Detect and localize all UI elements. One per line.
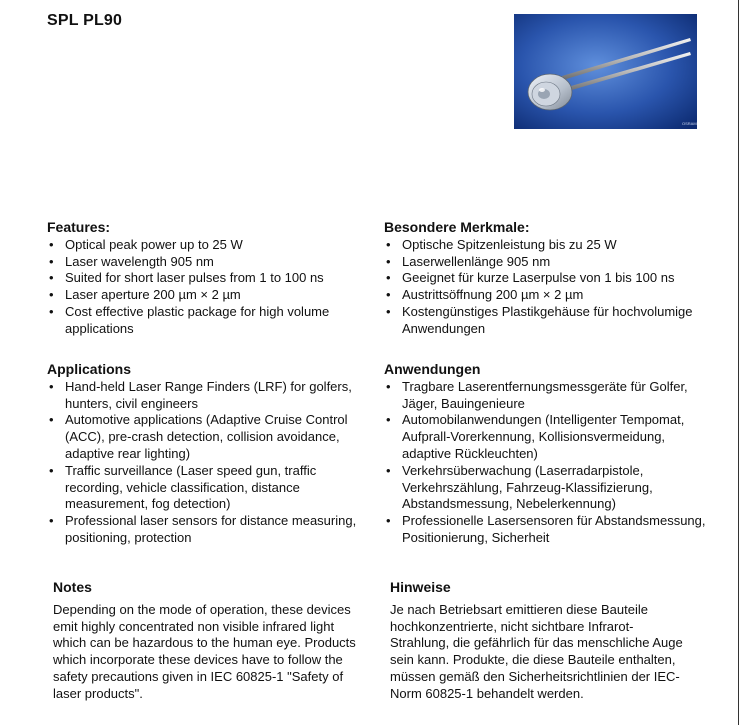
- applications-en-heading: Applications: [47, 361, 132, 377]
- list-item: • Automotive applications (Adaptive Cruise Control (ACC), pre-crash detection, collision avoidance, adaptive rear lighting): [47, 412, 377, 462]
- list-item: • Optical peak power up to 25 W: [47, 237, 377, 254]
- list-item: • Geeignet für kurze Laserpulse von 1 bis 100 ns: [384, 270, 714, 287]
- features-en-heading: Features:: [47, 219, 111, 235]
- page-border: [738, 0, 739, 725]
- notes-en-section: [53, 579, 368, 703]
- list-item: • Kostengünstiges Plastikgehäuse für hochvolumige Anwendungen: [384, 304, 714, 338]
- applications-de-list: [384, 379, 714, 547]
- notes-de-text: Je nach Betriebsart emittieren diese Bauteile hochkonzentrierte, nicht sichtbare Infrarot-Strahlung, die gefährlich für das menschliche Auge sein kann. Produkte, die diese Bauteile enthalten, müssen gemäß den Sicherheitsrichtlinien der IEC-Norm 60825-1 behandelt werden.: [390, 601, 683, 701]
- product-photo: [514, 14, 697, 129]
- features-de-heading: Besondere Merkmale:: [384, 219, 530, 235]
- list-item: • Austrittsöffnung 200 µm × 2 µm: [384, 287, 714, 304]
- notes-en-heading: Notes: [53, 579, 92, 595]
- notes-de-heading: Hinweise: [390, 579, 451, 595]
- page-title: SPL PL90: [47, 12, 123, 29]
- list-item: • Verkehrsüberwachung (Laserradarpistole, Verkehrszählung, Fahrzeug-Klassifizierung, Abstandsmessung, Nebelerkennung): [384, 463, 714, 513]
- list-item: • Laser aperture 200 µm × 2 µm: [47, 287, 377, 304]
- list-item: • Laserwellenlänge 905 nm: [384, 254, 714, 271]
- applications-de-section: [384, 361, 714, 547]
- list-item: • Traffic surveillance (Laser speed gun, traffic recording, vehicle classification, distance measurement, fog detection): [47, 463, 377, 513]
- applications-en-list: [47, 379, 377, 547]
- features-en-section: [47, 219, 377, 338]
- applications-en-section: [47, 361, 377, 547]
- features-en-list: [47, 237, 377, 338]
- notes-de-section: [390, 579, 690, 703]
- laser-diode-image: [514, 14, 697, 129]
- notes-en-text: Depending on the mode of operation, these devices emit highly concentrated non visible infrared light which can be hazardous to the human eye. Products which incorporate these devices have to follow the safety precautions given in IEC 60825-1 "Safety of laser products".: [53, 601, 356, 701]
- list-item: • Professionelle Lasersensoren für Abstandsmessung, Positionierung, Sicherheit: [384, 513, 714, 547]
- list-item: • Tragbare Laserentfernungsmessgeräte für Golfer, Jäger, Bauingenieure: [384, 379, 714, 413]
- list-item: • Optische Spitzenleistung bis zu 25 W: [384, 237, 714, 254]
- list-item: • Cost effective plastic package for high volume applications: [47, 304, 377, 338]
- list-item: • Professional laser sensors for distance measuring, positioning, protection: [47, 513, 377, 547]
- list-item: • Hand-held Laser Range Finders (LRF) for golfers, hunters, civil engineers: [47, 379, 377, 413]
- list-item: • Laser wavelength 905 nm: [47, 254, 377, 271]
- list-item: • Automobilanwendungen (Intelligenter Tempomat, Aufprall-Vorerkennung, Kollisionsvermeidung, adaptive Rückleuchten): [384, 412, 714, 462]
- list-item: • Suited for short laser pulses from 1 to 100 ns: [47, 270, 377, 287]
- features-de-list: [384, 237, 714, 338]
- features-de-section: [384, 219, 714, 338]
- applications-de-heading: Anwendungen: [384, 361, 481, 377]
- svg-text:OSRAM: OSRAM: [682, 121, 697, 126]
